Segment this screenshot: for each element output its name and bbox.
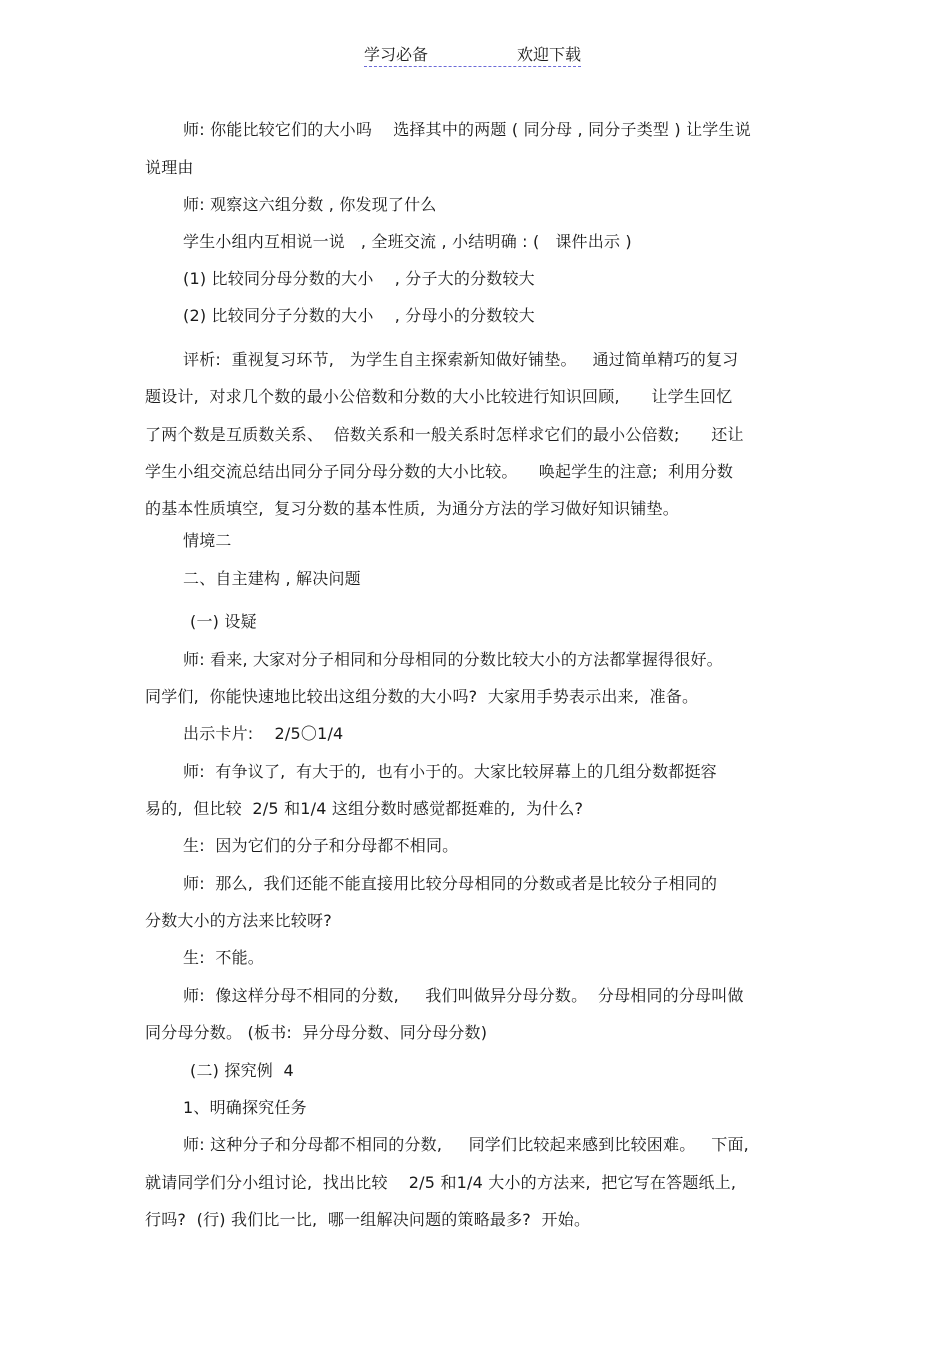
paragraph-line: 出示卡片: 2/5〇1/4 — [183, 724, 344, 743]
paragraph-line: 评析: 重视复习环节, 为学生自主探索新知做好铺垫。 通过简单精巧的复习 — [183, 350, 739, 369]
paragraph-line: 师: 你能比较它们的大小吗 选择其中的两题 ( 同分母 , 同分子类型 ) 让学生说 — [183, 120, 751, 139]
paragraph-line: 了两个数是互质数关系、 倍数关系和一般关系时怎样求它们的最小公倍数; 还让 — [145, 425, 744, 444]
subsection-heading: (一) 设疑 — [190, 612, 257, 631]
paragraph-line: 题设计, 对求几个数的最小公倍数和分数的大小比较进行知识回顾, 让学生回忆 — [145, 387, 733, 406]
paragraph-line: 1、明确探究任务 — [183, 1098, 307, 1117]
paragraph-line: 分数大小的方法来比较呀? — [145, 911, 332, 930]
paragraph-line: 师: 看来, 大家对分子相同和分母相同的分数比较大小的方法都掌握得很好。 — [183, 650, 723, 669]
paragraph-line: 学生小组交流总结出同分子同分母分数的大小比较。 唤起学生的注意; 利用分数 — [145, 462, 734, 481]
paragraph-line: 师: 像这样分母不相同的分数, 我们叫做异分母分数。 分母相同的分母叫做 — [183, 986, 744, 1005]
subsection-heading: (二) 探究例 4 — [190, 1061, 294, 1080]
paragraph-line: 生: 因为它们的分子和分母都不相同。 — [183, 836, 459, 855]
paragraph-line: 就请同学们分小组讨论, 找出比较 2/5 和1/4 大小的方法来, 把它写在答题纸上, — [145, 1173, 737, 1192]
paragraph-line: 的基本性质填空, 复习分数的基本性质, 为通分方法的学习做好知识铺垫。 — [145, 499, 679, 518]
paragraph-line: 同分母分数。 (板书: 异分母分数、同分母分数) — [145, 1023, 488, 1042]
paragraph-line: 行吗? (行) 我们比一比, 哪一组解决问题的策略最多? 开始。 — [145, 1210, 591, 1229]
paragraph-line: 说理由 — [145, 158, 194, 177]
page-header — [364, 40, 581, 67]
list-item: (2) 比较同分子分数的大小 , 分母小的分数较大 — [183, 306, 535, 325]
paragraph-line: 学生小组内互相说一说 , 全班交流 , 小结明确 : ( 课件出示 ) — [183, 232, 632, 251]
section-heading: 二、自主建构 , 解决问题 — [183, 569, 361, 588]
paragraph-line: 生: 不能。 — [183, 948, 264, 967]
paragraph-line: 师: 观察这六组分数 , 你发现了什么 — [183, 195, 437, 214]
paragraph-line: 师: 这种分子和分母都不相同的分数, 同学们比较起来感到比较困难。 下面, — [183, 1135, 749, 1154]
header-right-text: 欢迎下载 — [516, 45, 581, 64]
list-item: (1) 比较同分母分数的大小 , 分子大的分数较大 — [183, 269, 535, 288]
paragraph-line: 易的, 但比较 2/5 和1/4 这组分数时感觉都挺难的, 为什么? — [145, 799, 584, 818]
paragraph-line: 师: 那么, 我们还能不能直接用比较分母相同的分数或者是比较分子相同的 — [183, 874, 718, 893]
paragraph-line: 师: 有争议了, 有大于的, 也有小于的。大家比较屏幕上的几组分数都挺容 — [183, 762, 717, 781]
section-heading: 情境二 — [183, 531, 232, 550]
header-left-text: 学习必备 — [364, 45, 429, 64]
paragraph-line: 同学们, 你能快速地比较出这组分数的大小吗? 大家用手势表示出来, 准备。 — [145, 687, 699, 706]
